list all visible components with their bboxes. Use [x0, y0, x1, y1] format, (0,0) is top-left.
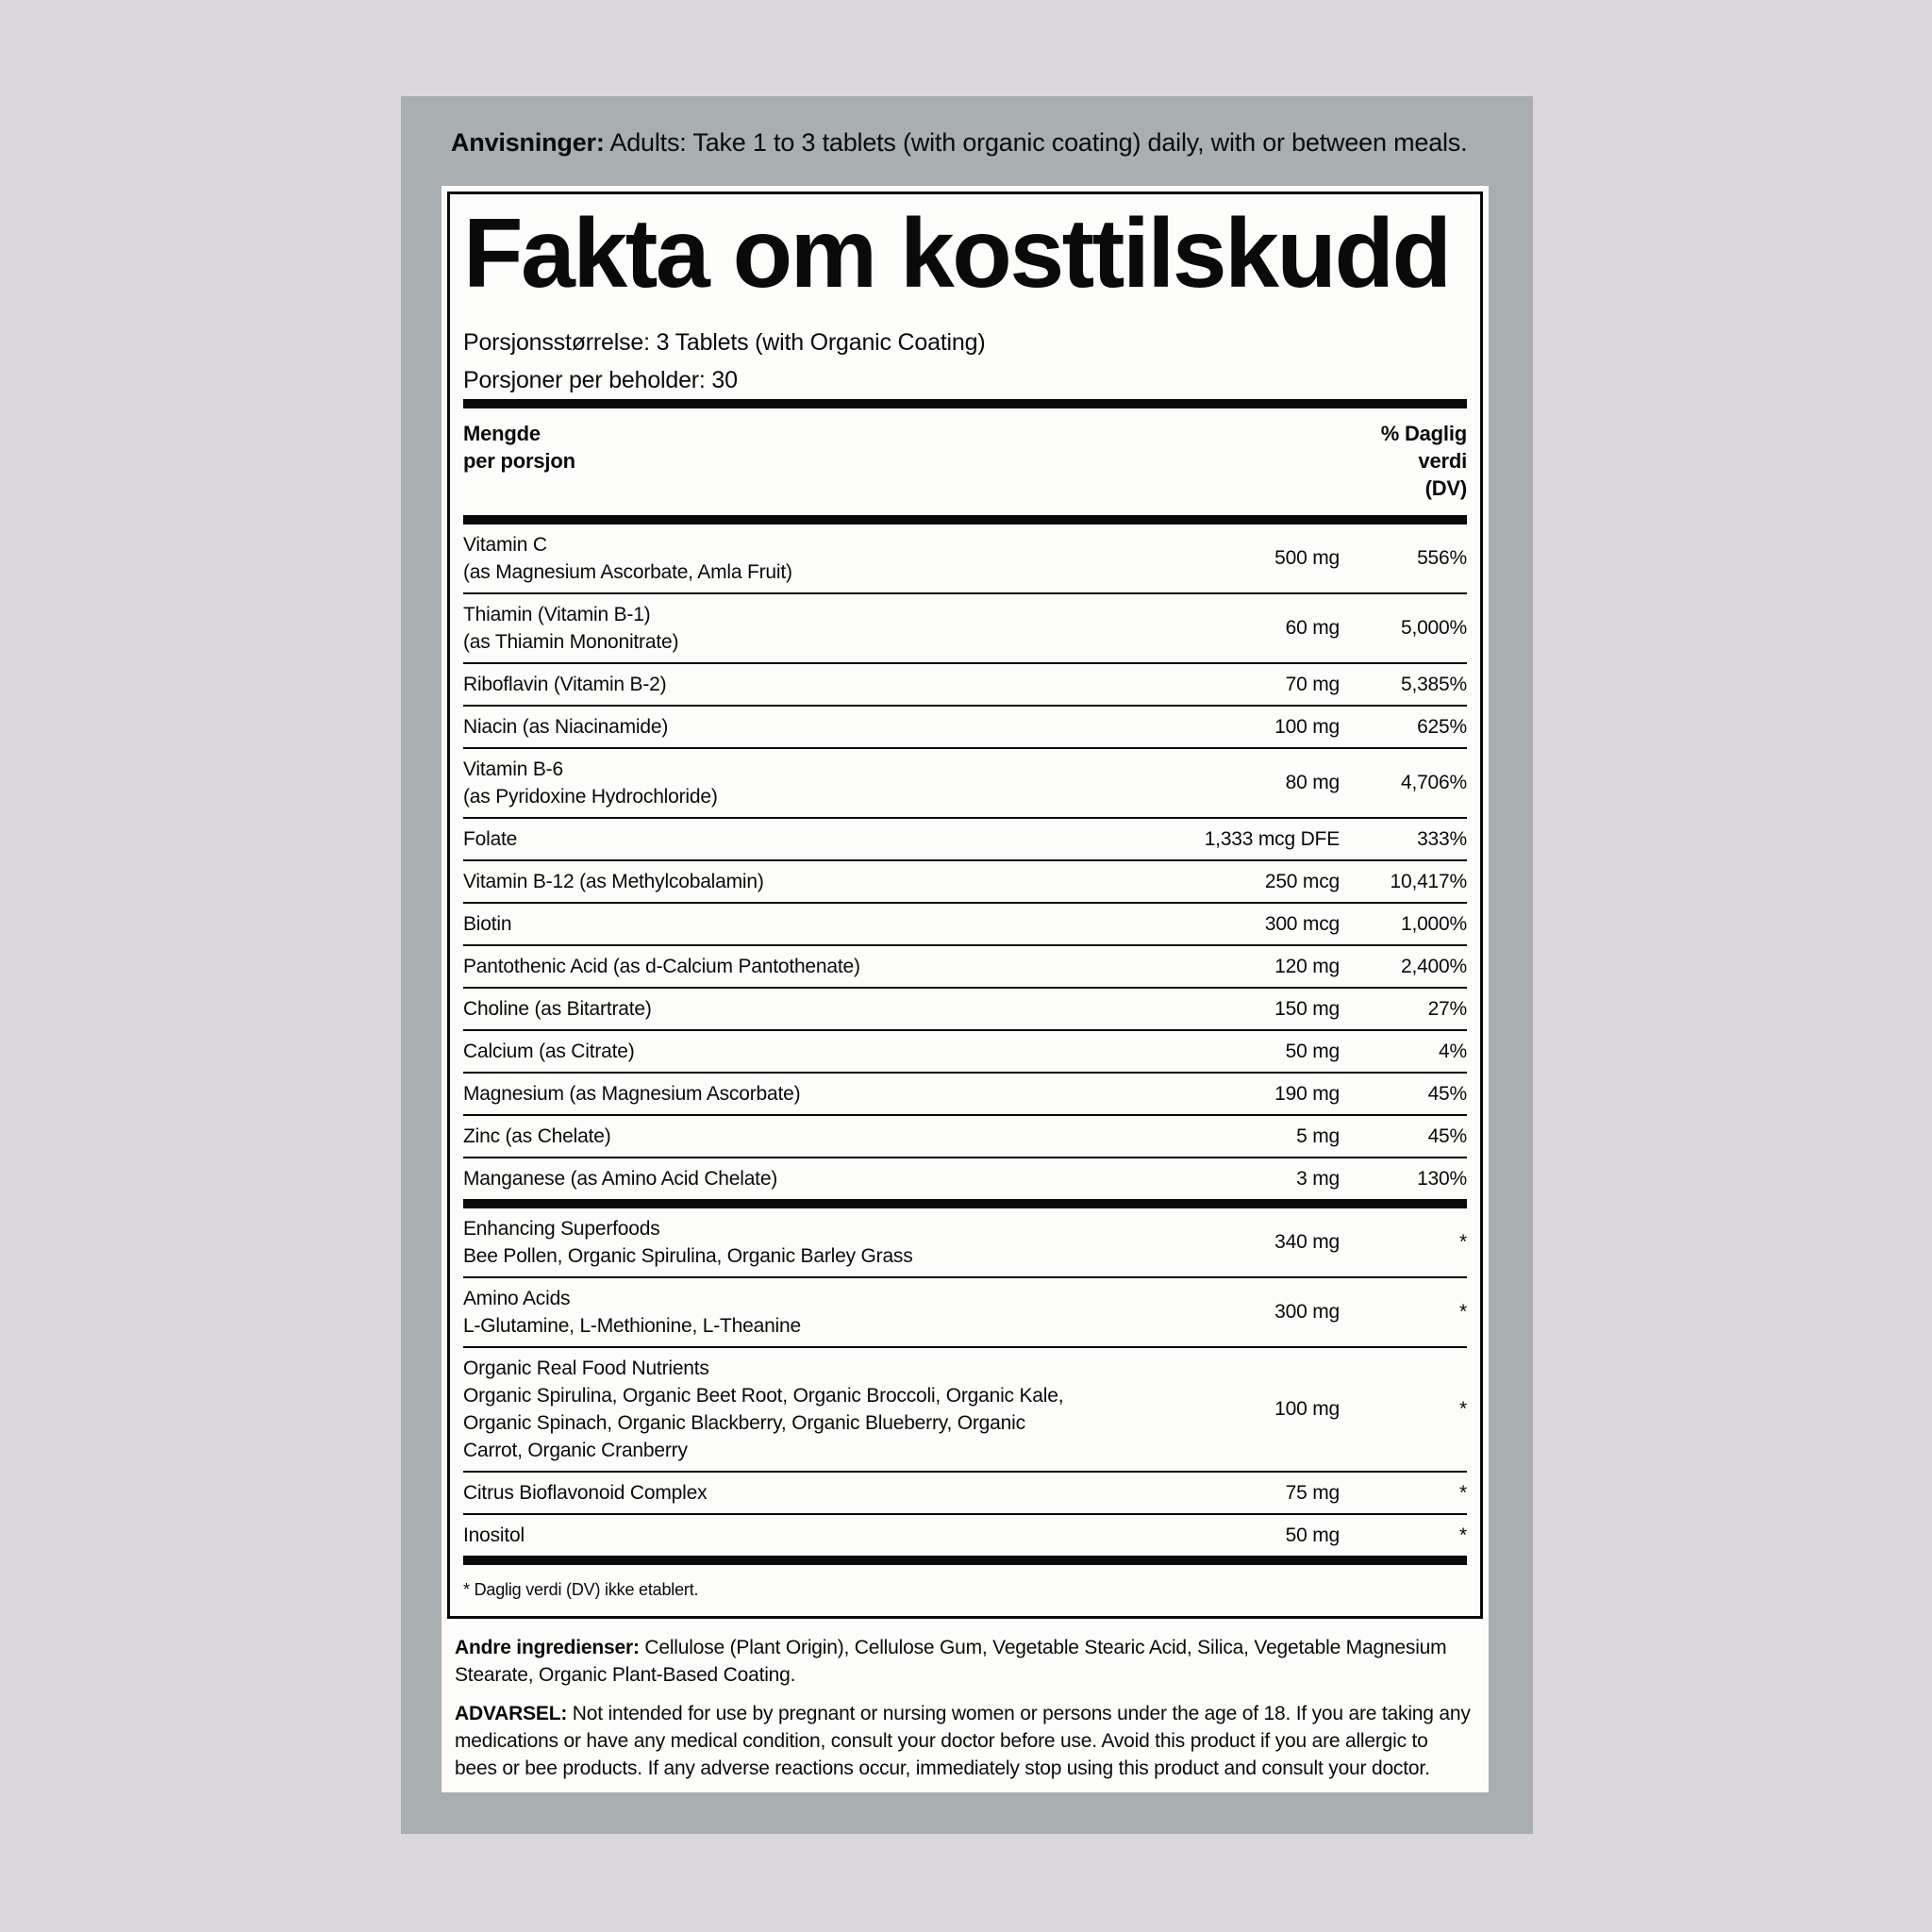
nutrient-name: Inositol — [463, 1524, 525, 1546]
nutrient-amount: 70 mg — [1285, 673, 1340, 695]
divider-thick-top — [463, 399, 1467, 408]
nutrient-amount: 3 mg — [1296, 1167, 1340, 1190]
nutrient-name: Thiamin (Vitamin B-1) — [463, 603, 651, 625]
directions-label: Anvisninger: — [451, 128, 605, 157]
nutrient-amount: 60 mg — [1285, 617, 1340, 640]
nutrient-dv: 45% — [1427, 1124, 1467, 1147]
warning-text: Not intended for use by pregnant or nursing women or persons under the age of 18. If you are taking any medications or have any medical condition, consult your doctor before use. Avoid this product if you are allergic to bees or bee products. If any adverse reactions occur, immediately stop using this product and consult your doctor. — [455, 1702, 1471, 1779]
amount-header-line: per porsjon — [463, 448, 575, 473]
nutrient-row — [463, 1158, 1467, 1199]
dv-header-line: % Daglig — [1380, 421, 1467, 445]
warning-label: ADVARSEL: — [455, 1702, 568, 1724]
nutrient-name: Manganese (as Amino Acid Chelate) — [463, 1167, 778, 1190]
nutrient-row — [463, 749, 1467, 817]
nutrient-row — [463, 1208, 1467, 1276]
nutrient-row — [463, 525, 1467, 592]
nutrient-row — [463, 594, 1467, 662]
nutrient-dv: 1,000% — [1400, 912, 1467, 935]
divider-thick-header — [463, 515, 1467, 525]
nutrient-dv: 130% — [1417, 1167, 1467, 1190]
nutrient-amount: 340 mg — [1274, 1231, 1340, 1254]
nutrient-row — [463, 1515, 1467, 1556]
nutrient-subname: (as Thiamin Mononitrate) — [463, 630, 679, 653]
nutrient-dv: 27% — [1427, 997, 1467, 1020]
nutrient-table — [463, 525, 1467, 1565]
other-ingredients-text: Cellulose (Plant Origin), Cellulose Gum, Vegetable Stearic Acid, Silica, Vegetable Magnesium Stearate, Organic Plant-Based Coating. — [455, 1636, 1447, 1686]
nutrient-name: Vitamin C — [463, 533, 547, 556]
nutrient-row — [463, 664, 1467, 705]
nutrient-row — [463, 946, 1467, 987]
dv-header-line: verdi — [1418, 448, 1467, 473]
nutrient-name: Niacin (as Niacinamide) — [463, 715, 669, 738]
nutrient-row — [463, 1031, 1467, 1072]
nutrient-dv: * — [1459, 1398, 1467, 1421]
supplement-label — [441, 186, 1489, 1792]
nutrient-amount: 150 mg — [1274, 997, 1340, 1020]
nutrient-row — [463, 904, 1467, 944]
nutrient-row — [463, 707, 1467, 747]
nutrient-name: Pantothenic Acid (as d-Calcium Pantothenate) — [463, 955, 860, 977]
directions-line — [451, 126, 1526, 158]
nutrient-dv: 556% — [1417, 547, 1467, 570]
nutrient-dv: 625% — [1417, 715, 1467, 738]
nutrient-amount: 5 mg — [1296, 1124, 1340, 1147]
nutrient-amount: 300 mg — [1274, 1301, 1340, 1324]
serving-size: Porsjonsstørrelse: 3 Tablets (with Organic Coating) — [463, 328, 986, 356]
nutrient-name: Organic Real Food Nutrients — [463, 1357, 709, 1379]
nutrient-row — [463, 989, 1467, 1029]
nutrient-row — [463, 861, 1467, 902]
nutrient-dv: 45% — [1427, 1082, 1467, 1105]
nutrient-row — [463, 1473, 1467, 1513]
nutrient-name: Choline (as Bitartrate) — [463, 997, 652, 1020]
table-header — [463, 408, 1467, 515]
nutrient-name: Biotin — [463, 912, 512, 935]
nutrient-row — [463, 1116, 1467, 1157]
nutrient-amount: 75 mg — [1285, 1481, 1340, 1504]
nutrient-name: Citrus Bioflavonoid Complex — [463, 1481, 708, 1504]
nutrient-name: Folate — [463, 827, 518, 850]
dv-footnote: * Daglig verdi (DV) ikke etablert. — [463, 1579, 699, 1599]
amount-header-line: Mengde — [463, 421, 541, 445]
nutrient-dv: * — [1459, 1481, 1467, 1504]
nutrient-row — [463, 1348, 1467, 1471]
nutrient-name: Enhancing Superfoods — [463, 1217, 660, 1240]
nutrient-dv: 2,400% — [1400, 955, 1467, 977]
nutrient-name: Amino Acids — [463, 1287, 571, 1309]
product-label-panel — [401, 96, 1533, 1834]
nutrient-subname: (as Pyridoxine Hydrochloride) — [463, 785, 718, 808]
servings-per-container: Porsjoner per beholder: 30 — [463, 366, 738, 393]
nutrient-name: Calcium (as Citrate) — [463, 1040, 635, 1062]
nutrient-dv: 5,000% — [1400, 617, 1467, 640]
nutrient-amount: 300 mcg — [1264, 912, 1340, 935]
other-ingredients-label: Andre ingredienser: — [455, 1636, 640, 1658]
supplement-facts-box — [447, 192, 1483, 1619]
amount-column-header — [463, 420, 575, 475]
nutrient-amount: 100 mg — [1274, 1398, 1340, 1421]
nutrient-subname: Organic Spirulina, Organic Beet Root, Organic Broccoli, Organic Kale, Organic Spinach, Organic Blackberry, Organic Blueberry, Organic Carrot, Organic Cranberry — [463, 1384, 1064, 1461]
label-title: Fakta om kosttilskudd — [463, 199, 1450, 308]
nutrient-name: Vitamin B-6 — [463, 758, 563, 780]
nutrient-dv: 4% — [1439, 1040, 1467, 1062]
nutrient-amount: 120 mg — [1274, 955, 1340, 977]
nutrient-amount: 50 mg — [1285, 1040, 1340, 1062]
dv-header-line: (DV) — [1424, 475, 1467, 500]
nutrient-dv: * — [1459, 1301, 1467, 1324]
nutrient-amount: 50 mg — [1285, 1524, 1340, 1546]
nutrient-dv: 333% — [1417, 827, 1467, 850]
row-divider-thick — [463, 1556, 1467, 1565]
nutrient-row — [463, 819, 1467, 859]
row-divider-thick — [463, 1199, 1467, 1208]
nutrient-name: Zinc (as Chelate) — [463, 1124, 611, 1147]
nutrient-amount: 500 mg — [1274, 547, 1340, 570]
warning — [455, 1700, 1475, 1782]
nutrient-dv: 10,417% — [1390, 870, 1467, 892]
nutrient-dv: 4,706% — [1400, 772, 1467, 794]
nutrient-amount: 100 mg — [1274, 715, 1340, 738]
nutrient-row — [463, 1278, 1467, 1346]
nutrient-amount: 250 mcg — [1264, 870, 1340, 892]
directions-text: Adults: Take 1 to 3 tablets (with organic coating) daily, with or between meals. — [609, 128, 1468, 157]
nutrient-amount: 1,333 mcg DFE — [1204, 827, 1340, 850]
nutrient-dv: 5,385% — [1400, 673, 1467, 695]
nutrient-amount: 190 mg — [1274, 1082, 1340, 1105]
nutrient-name: Riboflavin (Vitamin B-2) — [463, 673, 667, 695]
nutrient-amount: 80 mg — [1285, 772, 1340, 794]
dv-column-header — [1381, 420, 1467, 502]
nutrient-name: Vitamin B-12 (as Methylcobalamin) — [463, 870, 764, 892]
nutrient-subname: Bee Pollen, Organic Spirulina, Organic Barley Grass — [463, 1244, 913, 1267]
nutrient-dv: * — [1459, 1231, 1467, 1254]
nutrient-row — [463, 1074, 1467, 1114]
other-ingredients — [455, 1634, 1475, 1689]
nutrient-subname: L-Glutamine, L-Methionine, L-Theanine — [463, 1314, 801, 1337]
nutrient-dv: * — [1459, 1524, 1467, 1546]
nutrient-subname: (as Magnesium Ascorbate, Amla Fruit) — [463, 560, 792, 583]
nutrient-name: Magnesium (as Magnesium Ascorbate) — [463, 1082, 801, 1105]
